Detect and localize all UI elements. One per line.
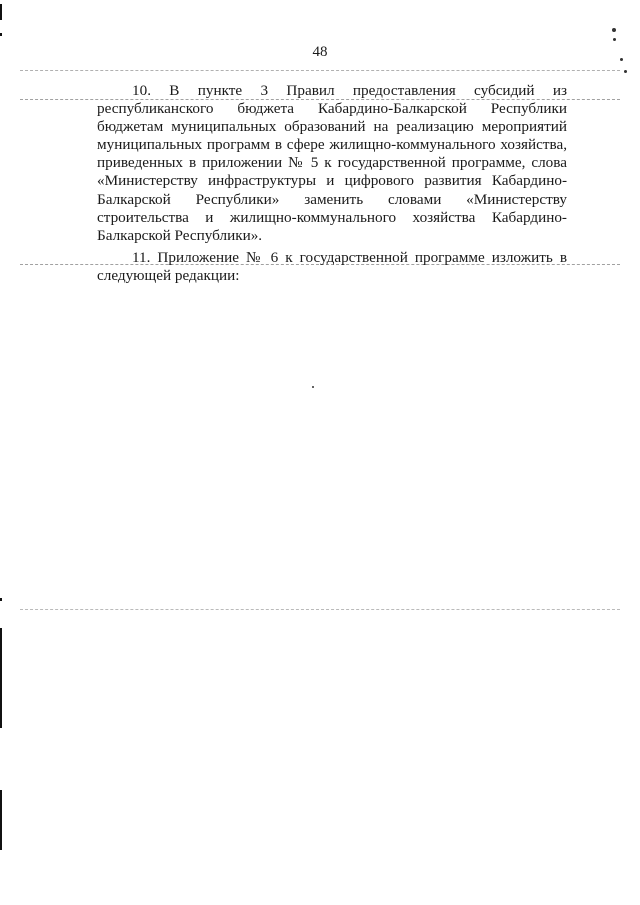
paragraph-11: 11. Приложение № 6 к государственной программе изложить в следующей редакции: <box>97 248 567 284</box>
paragraph-10: 10. В пункте 3 Правил предоставления субсидий из республиканского бюджета Кабардино-Балкарской Республики бюджетам муниципальных образований на реализацию мероприятий муниципальных программ в сфере жилищно-коммунального хозяйства, приведенных в приложении № 5 к государственной программе, слова «Министерству инфраструктуры и цифрового развития Кабардино-Балкарской Республики» заменить словами «Министерству строительства и жилищно-коммунального хозяйства Кабардино-Балкарской Республики». <box>97 82 567 244</box>
scan-dot-mark-4 <box>624 70 627 73</box>
scan-dot-mark <box>612 28 616 32</box>
scan-dot-mark-5 <box>312 386 314 388</box>
scan-line-lower <box>20 609 620 610</box>
scan-edge-bar-bottom <box>0 790 2 850</box>
scan-edge-mark-top <box>0 4 2 20</box>
scan-edge-mark-tick <box>0 33 2 36</box>
scan-dot-mark-2 <box>613 38 616 41</box>
page-number: 48 <box>312 44 328 60</box>
scan-edge-bar <box>0 628 2 728</box>
scan-edge-mark-lower <box>0 598 2 601</box>
document-body <box>97 82 567 285</box>
scan-line-header <box>20 70 620 71</box>
